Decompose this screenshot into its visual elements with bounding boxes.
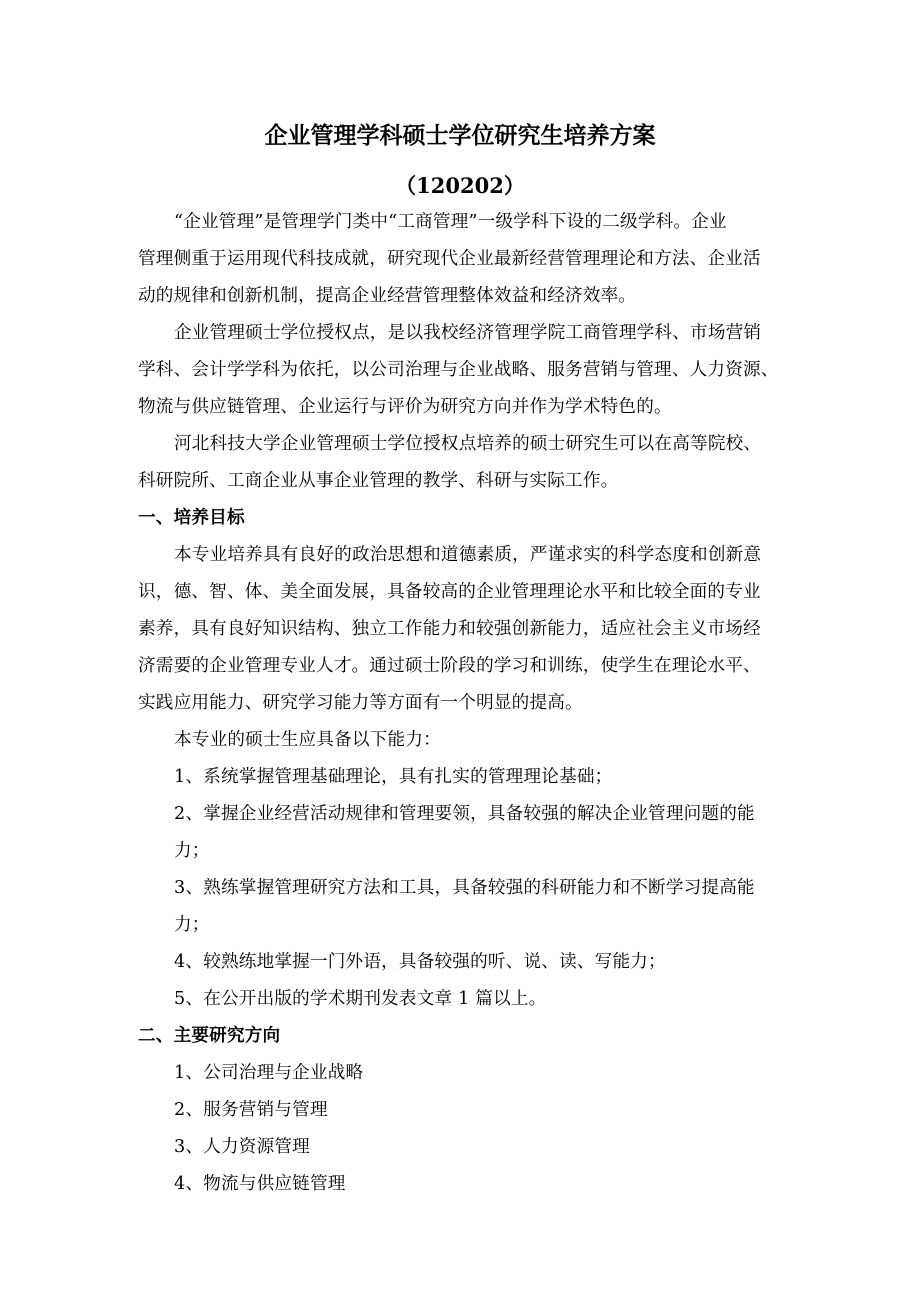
ability-item-continuation: 力； xyxy=(174,841,210,861)
intro-p2-line: 企业管理硕士学位授权点，是以我校经济管理学院工商管理学科、市场营销 xyxy=(174,323,762,343)
section1-p1-line: 济需要的企业管理专业人才。通过硕士阶段的学习和训练，使学生在理论水平、 xyxy=(138,656,761,676)
ability-item: 2、掌握企业经营活动规律和管理要领，具备较强的解决企业管理问题的能 xyxy=(174,804,755,824)
intro-p1-line: 管理侧重于运用现代科技成就，研究现代企业最新经营管理理论和方法、企业活 xyxy=(138,249,761,269)
section1-p1-line: 本专业培养具有良好的政治思想和道德素质，严谨求实的科学态度和创新意 xyxy=(174,545,762,565)
section1-p1-line: 实践应用能力、研究学习能力等方面有一个明显的提高。 xyxy=(138,693,583,713)
document-title: 企业管理学科硕士学位研究生培养方案 xyxy=(264,122,656,149)
section-heading-training-goals: 一、培养目标 xyxy=(138,507,245,528)
intro-p3-line: 河北科技大学企业管理硕士学位授权点培养的硕士研究生可以在高等院校、 xyxy=(174,434,762,454)
research-direction-item: 3、人力资源管理 xyxy=(174,1137,310,1157)
intro-p2-line: 物流与供应链管理、企业运行与评价为研究方向并作为学术特色的。 xyxy=(138,397,672,417)
ability-item-continuation: 力； xyxy=(174,915,210,935)
intro-p1-line: 动的规律和创新机制，提高企业经营管理整体效益和经济效率。 xyxy=(138,286,637,306)
discipline-code: （120202） xyxy=(395,173,525,198)
ability-item: 5、在公开出版的学术期刊发表文章 1 篇以上。 xyxy=(174,989,547,1009)
ability-item: 1、系统掌握管理基础理论，具有扎实的管理理论基础； xyxy=(174,767,613,787)
section1-p2: 本专业的硕士生应具备以下能力： xyxy=(174,730,441,750)
intro-p3-line: 科研院所、工商企业从事企业管理的教学、科研与实际工作。 xyxy=(138,471,619,491)
intro-p2-line: 学科、会计学学科为依托，以公司治理与企业战略、服务营销与管理、人力资源、 xyxy=(138,360,779,380)
research-direction-item: 1、公司治理与企业战略 xyxy=(174,1063,364,1083)
intro-p1-line: “企业管理”是管理学门类中“工商管理”一级学科下设的二级学科。企业 xyxy=(174,212,727,232)
section1-p1-line: 素养，具有良好知识结构、独立工作能力和较强创新能力，适应社会主义市场经 xyxy=(138,619,761,639)
research-direction-item: 4、物流与供应链管理 xyxy=(174,1174,346,1194)
ability-item: 3、熟练掌握管理研究方法和工具，具备较强的科研能力和不断学习提高能 xyxy=(174,878,755,898)
research-direction-item: 2、服务营销与管理 xyxy=(174,1100,328,1120)
section-heading-research-directions: 二、主要研究方向 xyxy=(138,1025,281,1046)
section1-p1-line: 识，德、智、体、美全面发展，具备较高的企业管理理论水平和比较全面的专业 xyxy=(138,582,761,602)
ability-item: 4、较熟练地掌握一门外语，具备较强的听、说、读、写能力； xyxy=(174,952,666,972)
